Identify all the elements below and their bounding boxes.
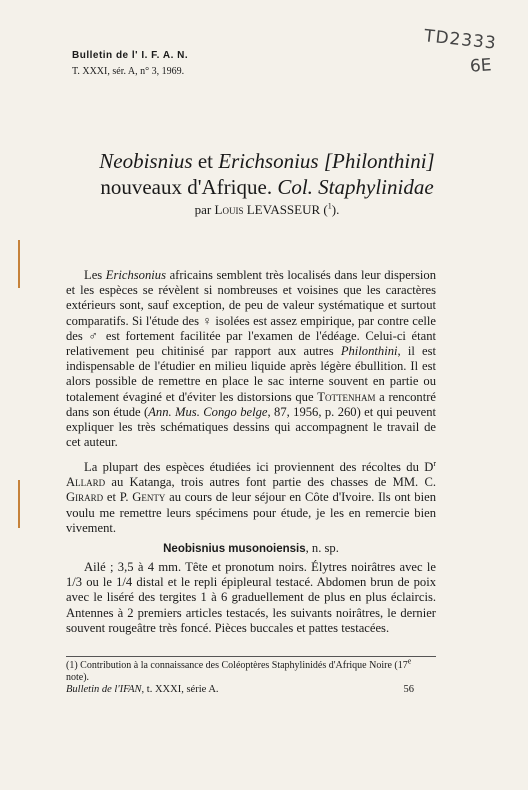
text-run: et P. bbox=[103, 490, 133, 505]
title-tribe: [Philonthini] bbox=[318, 149, 435, 173]
author-firstname: Louis bbox=[214, 202, 244, 217]
text-run: a rencontré dans son étude ( bbox=[66, 389, 436, 419]
species-status: , n. sp. bbox=[305, 541, 339, 555]
italic-run: Erichsonius bbox=[105, 268, 166, 282]
text-run: note). bbox=[66, 672, 90, 683]
margin-mark bbox=[18, 240, 20, 288]
smallcaps-run: Allard bbox=[66, 475, 106, 490]
superscript: e bbox=[407, 656, 412, 666]
footnote bbox=[66, 656, 436, 684]
byline-end: ). bbox=[331, 202, 340, 217]
text-run: , il est indispensable de l'étudier en milieu liquide après légère ébullition. Il est alors possible de remettre en place le sac interne souvent en partie ou totalement évaginé et d'éviter les distorsions que bbox=[66, 344, 436, 404]
footer-journal: Bulletin de l'IFAN bbox=[66, 684, 142, 695]
paragraph-description: Ailé ; 3,5 à 4 mm. Tête et pronotum noirs. Élytres noirâtres avec le 1/3 ou le 1/4 distal et le repli épipleural testacé. Abdomen brun de poix avec le liséré des tergites 1 à 6 graduellement de plus en plus éclaircis. Antennes à 2 premiers articles testacés, les suivants noirâtres, le dernier souvent rougeâtre très foncé. Pièces buccales et pattes testacées. bbox=[66, 560, 436, 635]
author-byline bbox=[62, 202, 472, 218]
superscript: r bbox=[433, 458, 436, 468]
text-run: Les bbox=[84, 268, 106, 282]
paragraph-sources bbox=[66, 460, 436, 536]
italic-run: Philonthini bbox=[340, 344, 398, 359]
title-family: Col. Staphylinidae bbox=[277, 175, 434, 199]
footnote-rule bbox=[66, 656, 436, 657]
paragraph-intro bbox=[66, 268, 436, 450]
article-title bbox=[62, 148, 472, 200]
journal-header: Bulletin de l' I. F. A. N. bbox=[72, 50, 189, 61]
title-line2: nouveaux d'Afrique. bbox=[100, 175, 278, 199]
handwritten-mark: 6E bbox=[469, 55, 493, 77]
margin-mark bbox=[18, 480, 20, 528]
species-name: Neobisnius musonoiensis bbox=[163, 543, 306, 555]
volume-line: T. XXXI, sér. A, n° 3, 1969. bbox=[72, 66, 185, 77]
smallcaps-run: Genty bbox=[132, 490, 166, 505]
text-run: , 87, 1956, p. 260) et qui peuvent expliquer les très schématiques dessins qui accompagnent le travail de cet auteur. bbox=[66, 404, 437, 450]
species-heading bbox=[66, 541, 436, 556]
smallcaps-run: Tottenham bbox=[317, 389, 376, 404]
title-et: et bbox=[192, 149, 219, 173]
byline-par: par bbox=[194, 202, 215, 217]
page-footer bbox=[66, 684, 436, 695]
title-genus-2: Erichsonius bbox=[218, 149, 319, 173]
handwritten-code: TD2333 bbox=[423, 26, 498, 54]
title-genus-1: Neobisnius bbox=[99, 149, 193, 173]
smallcaps-run: Girard bbox=[66, 490, 104, 505]
footer-volume: , t. XXXI, série A. bbox=[141, 684, 219, 695]
text-run: au Katanga, trois autres font partie des chasses de MM. C. bbox=[105, 475, 436, 490]
page-number: 56 bbox=[403, 684, 414, 695]
text-run: africains semblent très localisés dans leur dispersion et les espèces se révèlent si nombreuses et voisines que les caractères extérieurs sont, sauf exception, de peu de valeur systématique et surtout comparatifs. Si l'étude des ♀ isolées est assez empirique, par contre celle des ♂ est fortement facilitée par l'examen de l'édéage. Celui-ci étant relativement peu chitinisé par rapport aux autres bbox=[66, 268, 436, 359]
italic-run: Ann. Mus. Congo belge bbox=[148, 404, 268, 419]
author-lastname: LEVASSEUR ( bbox=[243, 202, 328, 217]
text-run: (1) Contribution à la connaissance des Coléoptères Staphylinidés d'Afrique Noire (17 bbox=[66, 660, 408, 671]
footnote-ref: 1 bbox=[327, 201, 332, 211]
text-run: au cours de leur séjour en Côte d'Ivoire. Ils ont bien voulu me remettre leurs spécimens pour étude, je les en remercie bien vivement. bbox=[66, 490, 436, 535]
text-run: La plupart des espèces étudiées ici proviennent des récoltes du D bbox=[84, 460, 434, 474]
